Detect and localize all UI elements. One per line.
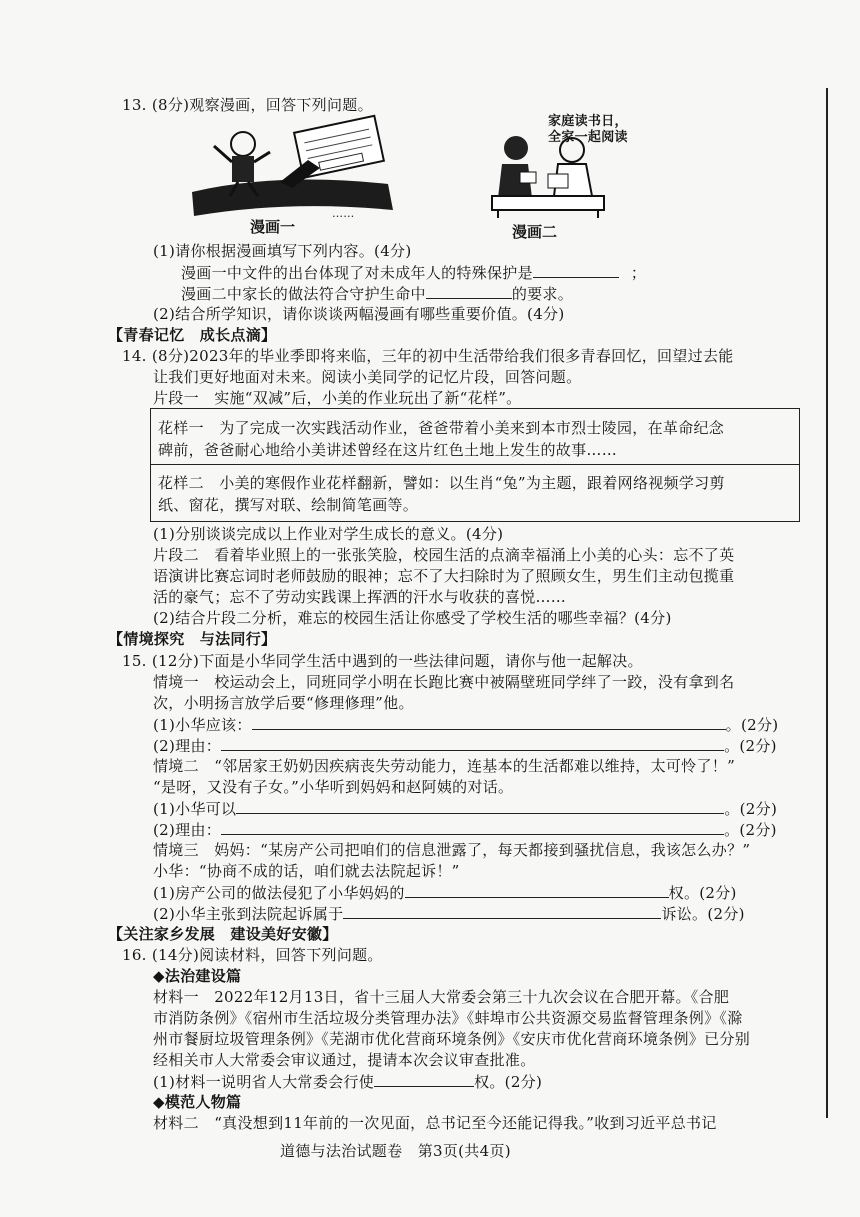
q13-part1: (1)请你根据漫画填写下列内容。(4分) (153, 242, 412, 260)
q15-context3-line1: 情境三 妈妈：“某房产公司把咱们的信息泄露了，每天都接到骚扰信息，我该怎么办？” (153, 841, 751, 859)
answer-blank[interactable] (221, 735, 724, 751)
q13-title: 13. (8分)观察漫画，回答下列问题。 (122, 96, 373, 114)
q14-segment2-line1: 片段二 看着毕业照上的一张张笑脸，校园生活的点滴幸福涌上小美的心头：忘不了英 (153, 546, 735, 564)
margin-rule (826, 88, 828, 1118)
q14-segment2-line3: 活的豪气；忘不了劳动实践课上挥洒的汗水与收获的喜悦…… (153, 588, 567, 606)
answer-blank[interactable] (426, 283, 512, 299)
answer-blank[interactable] (374, 1071, 474, 1087)
answer-blank[interactable] (533, 262, 619, 278)
q14-box-divider (151, 464, 799, 465)
q16-material1-line3: 州市餐厨垃圾管理条例》《芜湖市优化营商环境条例》《安庆市优化营商环境条例》已分别 (153, 1030, 751, 1048)
cartoon-two-text-b: 全家一起阅读 (548, 130, 628, 145)
q14-segment2-line2: 语演讲比赛忘词时老师鼓励的眼神；忘不了大扫除时为了照顾女生，男生们主动包揽重 (153, 567, 735, 585)
section-heading-1: 【青春记忆 成长点滴】 (108, 326, 277, 344)
q13-part2: (2)结合所学知识，请你谈谈两幅漫画有哪些重要价值。(4分) (153, 305, 565, 323)
q14-box1-line2: 碑前，爸爸耐心地给小美讲述曾经在这片红色土地上发生的故事…… (158, 441, 618, 459)
q14-box2-line2: 纸、窗花，撰写对联、绘制简笔画等。 (158, 496, 419, 514)
q16-q1: (1)材料一说明省人大常委会行使 权。(2分) (153, 1073, 543, 1091)
q16-title: 16. (14分)阅读材料，回答下列问题。 (122, 946, 383, 964)
q14-segment1: 片段一 实施“双减”后，小美的作业玩出了新“花样”。 (153, 389, 522, 407)
q15-context1-line1: 情境一 校运动会上，同班同学小明在长跑比赛中被隔壁班同学绊了一跤，没有拿到名 (153, 673, 735, 691)
q14-line2: 让我们更好地面对未来。阅读小美同学的记忆片段，回答问题。 (153, 368, 582, 386)
q15-context3-line2: 小华：“协商不成的话，咱们就去法院起诉！” (153, 862, 460, 880)
q16-material1-line4: 经相关市人大常委会审议通过，提请本次会议审查批准。 (153, 1051, 536, 1069)
q15-context1-line2: 次，小明扬言放学后要“修理修理”他。 (153, 694, 414, 712)
q15-title: 15. (12分)下面是小华同学生活中遇到的一些法律问题，请你与他一起解决。 (122, 652, 643, 670)
cartoon-two-text-a: 家庭读书日， (548, 114, 628, 129)
q15-c1-q1: (1)小华应该： 。(2分) (153, 716, 779, 734)
section-heading-2: 【情境探究 与法同行】 (108, 630, 277, 648)
q15-c3-q1: (1)房产公司的做法侵犯了小华妈妈的 权。(2分) (153, 884, 737, 902)
q14-box1-line1: 花样一 为了完成一次实践活动作业，爸爸带着小美来到本市烈士陵园，在革命纪念 (158, 419, 725, 437)
q15-context2-line1: 情境二 “邻居家王奶奶因疾病丧失劳动能力，连基本的生活都难以维持，太可怜了！” (153, 757, 736, 775)
q15-c2-q2: (2)理由： 。(2分) (153, 821, 777, 839)
cartoon-one-caption: 漫画一 (250, 218, 296, 236)
q16-material2-line1: 材料二 “真没想到11年前的一次见面，总书记至今还能记得我。”收到习近平总书记 (153, 1114, 717, 1132)
answer-blank[interactable] (343, 903, 661, 919)
q16-material1-line2: 市消防条例》《宿州市生活垃圾分类管理办法》《蚌埠市公共资源交易监督管理条例》《滁 (153, 1009, 743, 1027)
q14-part1: (1)分别谈谈完成以上作业对学生成长的意义。(4分) (153, 525, 504, 543)
q15-c2-q1: (1)小华可以 。(2分) (153, 800, 778, 818)
q15-context2-line2: “是呀，又没有子女。”小华听到妈妈和赵阿姨的对话。 (153, 778, 514, 796)
q15-c3-q2: (2)小华主张到法院起诉属于 诉讼。(2分) (153, 905, 745, 923)
q14-line1: 14. (8分)2023年的毕业季即将来临，三年的初中生活带给我们很多青春回忆，回望过去能 (122, 347, 734, 365)
answer-blank[interactable] (221, 819, 724, 835)
cartoon-one-image (188, 112, 403, 222)
q15-c1-q2: (2)理由： 。(2分) (153, 737, 777, 755)
section-heading-3: 【关注家乡发展 建设美好安徽】 (108, 925, 338, 943)
q16-heading-model: ◆模范人物篇 (153, 1093, 242, 1111)
ellipsis: …… (332, 207, 355, 220)
cartoon-two-caption: 漫画二 (512, 223, 558, 241)
page-footer: 道德与法治试题卷 第3页(共4页) (280, 1142, 511, 1160)
answer-blank[interactable] (236, 798, 724, 814)
q13-part1a: 漫画一中文件的出台体现了对未成年人的特殊保护是 ； (181, 264, 647, 282)
q16-heading-law: ◆法治建设篇 (153, 967, 242, 985)
answer-blank[interactable] (405, 882, 669, 898)
answer-blank[interactable] (252, 714, 726, 730)
q13-part1b: 漫画二中家长的做法符合守护生命中 的要求。 (181, 285, 574, 303)
q14-part2: (2)结合片段二分析，难忘的校园生活让你感受了学校生活的哪些幸福？(4分) (153, 609, 672, 627)
q14-box2-line1: 花样二 小美的寒假作业花样翻新，譬如：以生肖“兔”为主题，跟着网络视频学习剪 (158, 474, 725, 492)
q16-material1-line1: 材料一 2022年12月13日，省十三届人大常委会第三十九次会议在合肥开幕。《合肥 (153, 988, 730, 1006)
